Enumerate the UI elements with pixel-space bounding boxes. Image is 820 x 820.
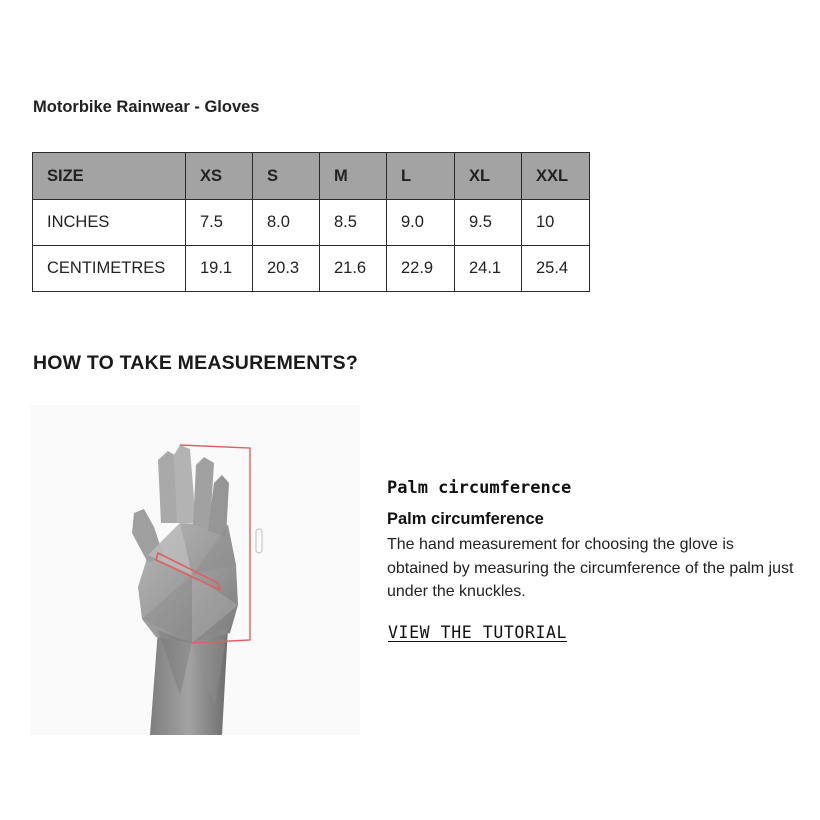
header-cell: S [253, 153, 320, 200]
table-cell: 9.5 [455, 200, 522, 246]
table-cell: 20.3 [253, 246, 320, 292]
header-cell: SIZE [33, 153, 186, 200]
table-cell: 22.9 [387, 246, 455, 292]
table-cell: 10 [522, 200, 590, 246]
table-cell: 19.1 [186, 246, 253, 292]
table-cell: 24.1 [455, 246, 522, 292]
header-cell: L [387, 153, 455, 200]
table-cell: 8.0 [253, 200, 320, 246]
view-tutorial-link[interactable]: VIEW THE TUTORIAL [388, 623, 568, 642]
page-title: Motorbike Rainwear - Gloves [33, 98, 260, 116]
table-row [33, 246, 590, 292]
size-table [32, 152, 590, 292]
info-description: The hand measurement for choosing the glove is obtained by measuring the circumference of the palm just under the knuckles. [387, 536, 794, 600]
hand-measurement-icon [30, 405, 360, 735]
header-cell: XL [455, 153, 522, 200]
header-cell: M [320, 153, 387, 200]
table-cell: 25.4 [522, 246, 590, 292]
table-cell: INCHES [33, 200, 186, 246]
info-title: Palm circumference [387, 478, 572, 498]
table-header-row [33, 153, 590, 200]
header-cell: XXL [522, 153, 590, 200]
info-subtitle: Palm circumference [387, 510, 544, 528]
hand-measurement-illustration [30, 405, 360, 735]
table-cell: 8.5 [320, 200, 387, 246]
table-cell: CENTIMETRES [33, 246, 186, 292]
table-cell: 7.5 [186, 200, 253, 246]
measurements-heading: HOW TO TAKE MEASUREMENTS? [33, 352, 358, 374]
table-cell: 21.6 [320, 246, 387, 292]
header-cell: XS [186, 153, 253, 200]
table-cell: 9.0 [387, 200, 455, 246]
table-row [33, 200, 590, 246]
